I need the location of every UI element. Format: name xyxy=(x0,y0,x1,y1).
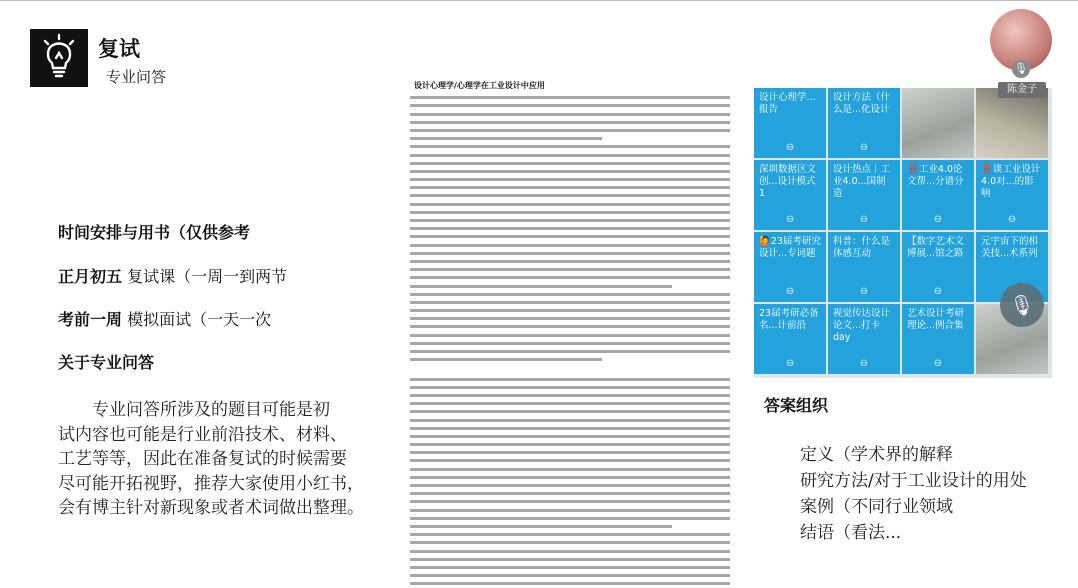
note-tile-title: 视觉传达设计论文...打卡day xyxy=(833,308,891,343)
note-tile[interactable] xyxy=(902,304,974,374)
document-text-line xyxy=(410,137,602,140)
note-tile-image[interactable] xyxy=(976,88,1048,158)
document-text-line xyxy=(410,394,730,397)
note-tile[interactable] xyxy=(976,160,1048,230)
schedule-item-1 xyxy=(58,264,287,287)
note-tile-title: 🙋23届考研究设计...专词题 xyxy=(759,236,821,259)
document-text-line xyxy=(410,244,730,247)
document-text-line xyxy=(410,154,730,157)
document-text-line xyxy=(410,301,730,304)
qa-line: 尽可能开拓视野，推荐大家使用小红书， xyxy=(58,473,364,494)
logo xyxy=(30,29,88,87)
document-text-line xyxy=(410,410,730,413)
answer-heading: 答案组织 xyxy=(764,396,829,415)
document-text-line xyxy=(410,309,730,312)
note-tile[interactable] xyxy=(754,88,826,158)
document-text-line xyxy=(410,459,730,462)
link-icon: ⊖ xyxy=(933,358,943,369)
document-text-line xyxy=(410,574,730,577)
document-text-line xyxy=(410,235,730,238)
document-text-line xyxy=(410,129,730,132)
document-text-line xyxy=(410,582,730,585)
document-text-line xyxy=(410,186,730,189)
document-text-line xyxy=(410,145,730,148)
note-tile-title: ‼️工业4.0论文帮...分谱分 xyxy=(907,164,964,187)
document-text-line xyxy=(410,104,730,107)
link-icon: ⊖ xyxy=(785,214,795,225)
document-text-line xyxy=(410,342,730,345)
document-text-line xyxy=(410,96,730,99)
document-text-line xyxy=(410,170,730,173)
document-text-line xyxy=(410,113,730,116)
document-text-line xyxy=(410,334,730,337)
document-image xyxy=(410,78,730,588)
note-tile-title: 23届考研必备名...计前沿 xyxy=(759,308,819,331)
link-icon: ⊖ xyxy=(785,142,795,153)
document-text-line xyxy=(410,484,730,487)
note-tile[interactable] xyxy=(902,160,974,230)
link-icon: ⊖ xyxy=(933,214,943,225)
document-text-line xyxy=(410,451,730,454)
document-text-line xyxy=(410,317,730,320)
schedule-item-2-label: 考前一周 xyxy=(58,310,123,329)
document-text-line xyxy=(410,162,730,165)
link-icon: ⊖ xyxy=(859,142,869,153)
document-text-line xyxy=(410,525,672,528)
document-text-line xyxy=(410,566,730,569)
document-text-line xyxy=(410,468,730,471)
document-text-line xyxy=(410,121,730,124)
note-tile[interactable] xyxy=(828,88,900,158)
answer-item: 案例（不同行业领域 xyxy=(800,497,953,517)
note-tile-title: 设计方法（什么是...化设计 xyxy=(833,92,891,115)
document-text-line xyxy=(410,541,730,544)
document-text-line xyxy=(410,558,730,561)
qa-heading: 关于专业问答 xyxy=(58,353,155,372)
document-text-line xyxy=(410,285,672,288)
answer-item: 研究方法/对于工业设计的用处 xyxy=(800,471,1027,491)
document-text-line xyxy=(410,219,730,222)
note-tile[interactable] xyxy=(754,160,826,230)
schedule-item-1-label: 正月初五 xyxy=(58,267,123,286)
note-tile[interactable] xyxy=(754,232,826,302)
qa-paragraph xyxy=(58,398,388,521)
note-tile-title: 艺术设计考研理论...例合集 xyxy=(907,308,965,331)
document-text-line xyxy=(410,358,602,361)
link-icon: ⊖ xyxy=(785,286,795,297)
link-icon: ⊖ xyxy=(859,358,869,369)
link-icon: ⊖ xyxy=(859,286,869,297)
qa-line: 试内容也可能是行业前沿技术、材料、 xyxy=(58,424,347,445)
document-text-line xyxy=(410,427,730,430)
document-text-line xyxy=(410,419,730,422)
document-text-line xyxy=(410,293,730,296)
schedule-item-1-text: 复试课（一周一到两节 xyxy=(127,267,288,286)
document-text-line xyxy=(410,194,730,197)
note-tile[interactable] xyxy=(754,304,826,374)
schedule-heading: 时间安排与用书（仅供参考 xyxy=(58,223,251,242)
document-text-line xyxy=(410,476,730,479)
document-text-line xyxy=(410,366,730,372)
page-subtitle: 专业问答 xyxy=(106,68,167,86)
document-title: 设计心理学/心理学在工业设计中应用 xyxy=(414,81,545,90)
document-text-line xyxy=(410,252,730,255)
document-text-line xyxy=(410,203,730,206)
note-tile-title: 科普：什么是体感互动 xyxy=(833,236,891,259)
document-text-line xyxy=(410,178,730,181)
document-text-line xyxy=(410,435,730,438)
note-tile-title: 设计热点｜工业4.0...国制造 xyxy=(833,164,891,199)
document-body xyxy=(410,96,730,588)
document-text-line xyxy=(410,211,730,214)
schedule-item-2-text: 模拟面试（一天一次 xyxy=(127,310,272,329)
link-icon: ⊖ xyxy=(933,286,943,297)
qa-line: 专业问答所涉及的题目可能是初 xyxy=(58,400,330,420)
document-text-line xyxy=(410,550,730,553)
document-text-line xyxy=(410,276,730,279)
document-text-line xyxy=(410,509,730,512)
document-text-line xyxy=(410,325,730,328)
qa-line: 工艺等等，因此在准备复试的时候需要 xyxy=(58,449,347,469)
schedule-item-2 xyxy=(58,307,271,330)
link-icon: ⊖ xyxy=(785,358,795,369)
note-tile-image[interactable] xyxy=(902,88,974,158)
note-tile-title: 深圳数据区文创...设计模式1 xyxy=(759,164,817,199)
note-tile-title: ‼️谈工业设计4.0对...的影响 xyxy=(981,164,1041,199)
note-tile[interactable] xyxy=(828,304,900,374)
note-tile[interactable] xyxy=(828,232,900,302)
note-tile-title: 【数字艺术文博展...馆之路 xyxy=(907,236,965,259)
note-tile-title: 元宇宙下的相关技...术系列 xyxy=(981,236,1039,259)
document-text-line xyxy=(410,227,730,230)
microphone-icon[interactable]: 🎙 xyxy=(1012,60,1030,78)
note-tile[interactable] xyxy=(902,232,974,302)
document-text-line xyxy=(410,378,730,381)
document-text-line xyxy=(410,500,730,503)
link-icon: ⊖ xyxy=(859,214,869,225)
top-divider xyxy=(0,0,1078,1)
participant-name: 陈金子 xyxy=(998,82,1046,98)
document-text-line xyxy=(410,386,730,389)
note-grid xyxy=(754,88,1052,378)
microphone-button-icon[interactable]: 🎙 xyxy=(1000,283,1044,327)
note-tile-title: 设计心理学...报告 xyxy=(759,92,816,115)
document-text-line xyxy=(410,402,730,405)
document-text-line xyxy=(410,443,730,446)
lightbulb-icon xyxy=(30,29,88,87)
document-text-line xyxy=(410,492,730,495)
page-title: 复试 xyxy=(98,37,140,61)
document-text-line xyxy=(410,350,730,353)
document-text-line xyxy=(410,268,730,271)
answer-item: 结语（看法... xyxy=(800,523,902,543)
link-icon: ⊖ xyxy=(1007,214,1017,225)
answer-item: 定义（学术界的解释 xyxy=(800,445,953,465)
document-text-line xyxy=(410,260,730,263)
qa-line: 会有博主针对新现象或者术词做出整理。 xyxy=(58,498,364,518)
document-text-line xyxy=(410,533,730,536)
document-text-line xyxy=(410,517,730,520)
note-tile[interactable] xyxy=(828,160,900,230)
